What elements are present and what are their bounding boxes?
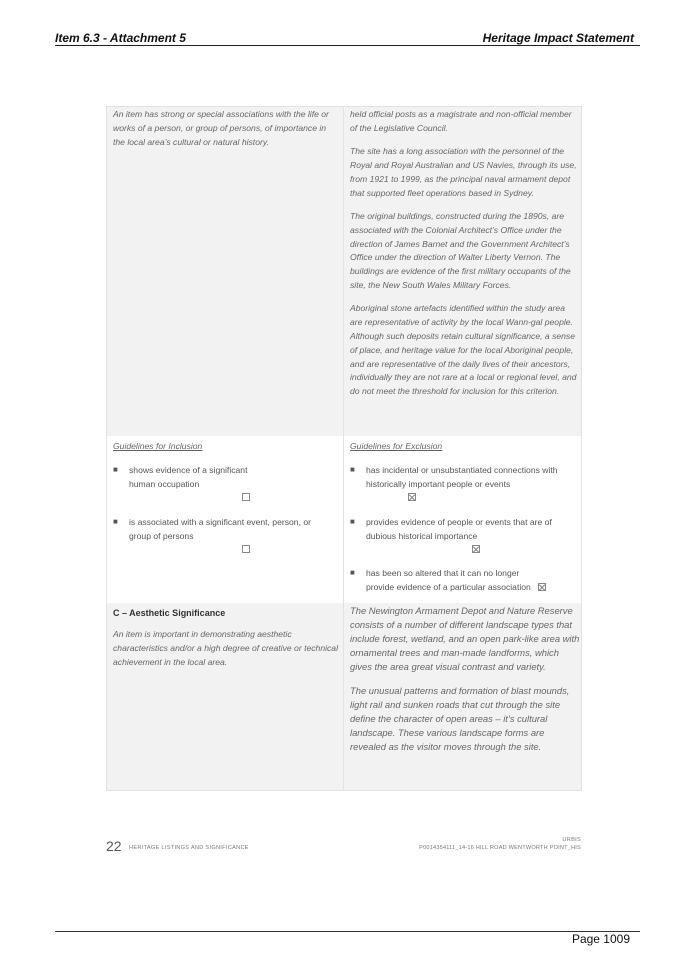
page-header [55, 31, 640, 46]
criterion-assessment [350, 604, 580, 764]
criteria-table [106, 106, 582, 791]
list-item [350, 463, 578, 503]
criterion-description: An item is important in demonstrating aesthetic characteristics and/or a high degree of creative or technical achievement in the local area. [113, 629, 338, 667]
footer-divider [55, 931, 640, 932]
assessment-paragraph: The unusual patterns and formation of blast mounds, light rail and sunken roads that cut through the site define the character of open areas – it’s cultural landscape. These various landscape forms are revealed as the visitor moves through the site. [350, 685, 570, 753]
assessment-paragraph: The Newington Armament Depot and Nature Reserve consists of a number of different landscape types that include forest, wetland, and an open park-like area with ornamental trees and man-made landforms, which gives the area great visual contrast and variety. [350, 605, 580, 673]
page-number: Page 1009 [571, 932, 630, 946]
guideline-text: provides evidence of people or events that are of dubious historical importance [366, 517, 552, 541]
criterion-description: An item has strong or special associations with the life or works of a person, or group of persons, of importance in the local area’s cultural or natural history. [113, 109, 329, 147]
assessment-paragraph: The original buildings, constructed during the 1890s, are associated with the Colonial Architect’s Office under the direction of James Barnet and the Government Architect’s Office under the direction of Walter Liberty Vernon. The buildings are evidence of the first military occupants of the site, the New South Wales Military Forces. [350, 210, 571, 290]
guideline-text: has been so altered that it can no longer provide evidence of a particular association [366, 568, 531, 592]
assessment-paragraph: Aboriginal stone artefacts identified within the study area are representative of activity by the local Wann-gal people. Although such deposits retain cultural significance, a sense of place, and heritage value for the local Aboriginal people, and are representative of the daily lives of their ancestors, individually they are not rare at a local or regional level, and do not meet the threshold for inclusion for this criterion. [350, 303, 577, 397]
report-page-number: 22 [106, 838, 122, 854]
criterion-title: C – Aesthetic Significance [113, 608, 226, 618]
bullet-icon: ■ [350, 465, 355, 474]
footer-company: URBIS [562, 837, 581, 843]
list-item [350, 566, 578, 598]
assessment-paragraph: held official posts as a magistrate and non-official member of the Legislative Council. [350, 109, 572, 133]
assessment-paragraph: The site has a long association with the personnel of the Royal and Royal Australian and US Navies, through its use, from 1921 to 1999, as the principal naval armament depot that supported fleet operations based in Sydney. [350, 146, 577, 198]
footer-reference: P0014354111_14-16 HILL ROAD WENTWORTH POINT_HIS [419, 845, 581, 851]
bullet-icon: ■ [113, 517, 118, 526]
exclusion-heading: Guidelines for Exclusion [350, 441, 443, 451]
checked-box-icon [472, 545, 480, 553]
guideline-text: has incidental or unsubstantiated connections with historically important people or events [366, 465, 558, 489]
guideline-text: shows evidence of a significant human occupation [129, 465, 248, 489]
checkbox-icon [242, 545, 250, 553]
header-document-title: Heritage Impact Statement [482, 31, 634, 45]
list-item [350, 515, 578, 555]
criterion-assessment [350, 108, 578, 409]
checked-box-icon [538, 583, 546, 591]
checkbox-icon [242, 493, 250, 501]
list-item [113, 515, 339, 555]
inclusion-heading: Guidelines for Inclusion [113, 441, 203, 451]
bullet-icon: ■ [350, 568, 355, 577]
list-item [113, 463, 339, 503]
bullet-icon: ■ [113, 465, 118, 474]
header-item-label: Item 6.3 - Attachment 5 [55, 31, 186, 45]
criterion-c-cell [113, 606, 339, 669]
guideline-text: is associated with a significant event, person, or group of persons [129, 517, 311, 541]
footer-section-label: HERITAGE LISTINGS AND SIGNIFICANCE [129, 845, 249, 851]
bullet-icon: ■ [350, 517, 355, 526]
column-divider [343, 106, 344, 791]
checked-box-icon [408, 493, 416, 501]
